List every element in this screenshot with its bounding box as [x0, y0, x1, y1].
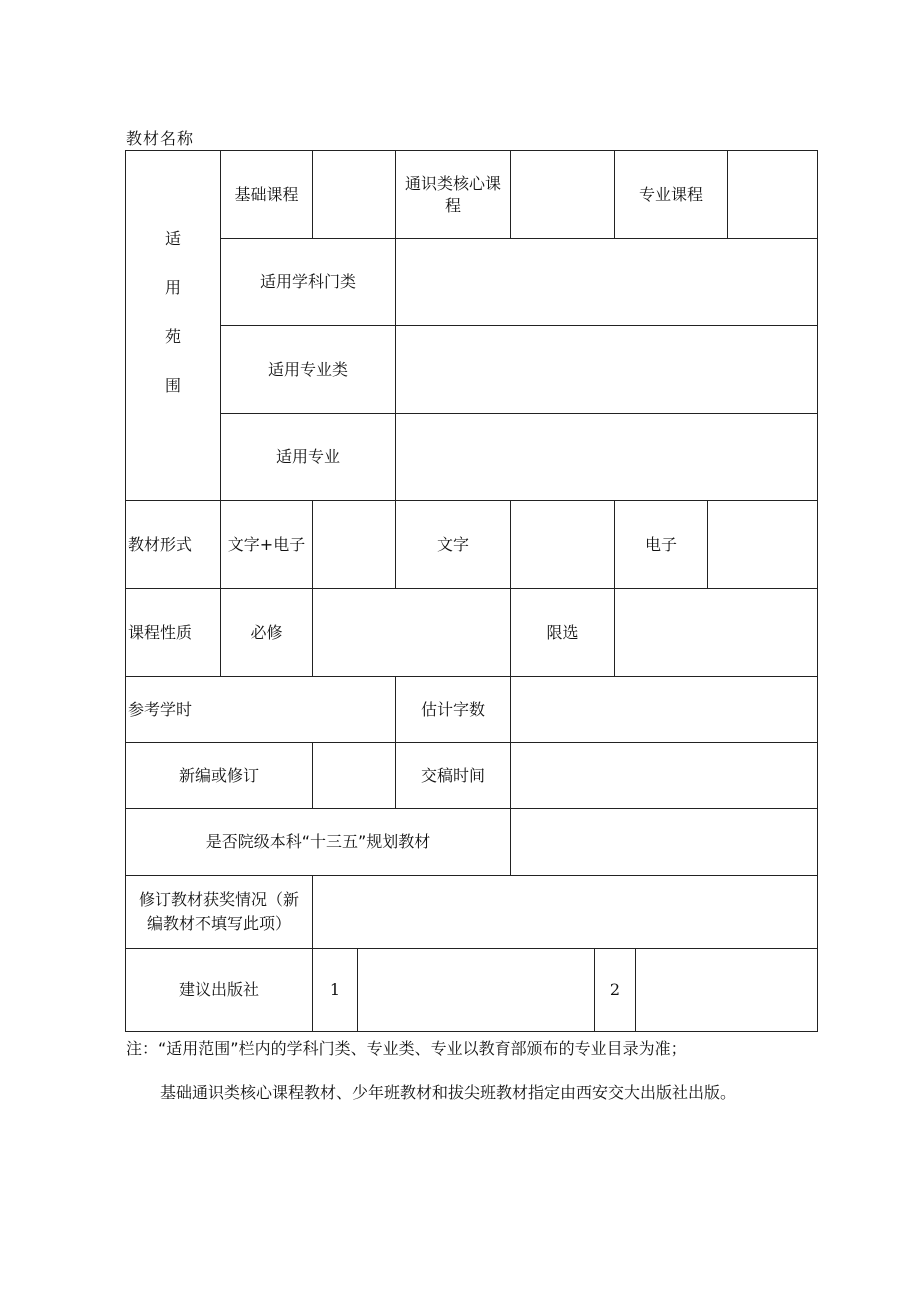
required-field[interactable]: [313, 589, 510, 676]
major-field[interactable]: [396, 414, 817, 500]
word-count-label: 估计字数: [420, 699, 485, 719]
planned-textbook-label: 是否院级本科“十三五”规划教材: [205, 832, 431, 851]
note-line-1: 注：“适用范围”栏内的学科门类、专业类、专业以教育部颁布的专业目录为准；: [126, 1039, 687, 1058]
form-text-electronic-label: 文字+电子: [227, 534, 306, 554]
scope-char-2: 用: [164, 278, 181, 297]
form-text-field[interactable]: [511, 501, 614, 588]
major-course-field[interactable]: [728, 151, 817, 238]
discipline-category-label: 适用学科门类: [259, 272, 356, 291]
edition-label: 新编或修订: [178, 765, 259, 785]
scope-char-4: 围: [164, 376, 181, 395]
form-electronic-label: 电子: [644, 534, 677, 554]
hours-field[interactable]: [221, 677, 395, 742]
major-label: 适用专业: [275, 447, 340, 466]
elective-field[interactable]: [615, 589, 817, 676]
publisher-choice-2-field[interactable]: [636, 949, 817, 1031]
publisher-label: 建议出版社: [178, 980, 259, 999]
scope-char-1: 适: [164, 229, 181, 248]
form-label: 教材形式: [128, 534, 193, 554]
planned-textbook-field[interactable]: [511, 809, 817, 875]
basic-course-field[interactable]: [313, 151, 395, 238]
form-electronic-field[interactable]: [708, 501, 817, 588]
publisher-choice-1-number: 1: [329, 980, 341, 999]
form-text-electronic-field[interactable]: [313, 501, 395, 588]
course-nature-label: 课程性质: [128, 622, 193, 642]
major-course-label: 专业课程: [638, 184, 703, 204]
discipline-category-field[interactable]: [396, 239, 817, 325]
submission-time-label: 交稿时间: [420, 765, 485, 785]
core-course-label: 通识类核心课程: [404, 173, 501, 215]
required-label: 必修: [250, 622, 283, 642]
major-category-field[interactable]: [396, 326, 817, 413]
major-category-label: 适用专业类: [267, 359, 348, 379]
edition-field[interactable]: [313, 743, 395, 808]
awards-label: 修订教材获奖情况（新编教材不填写此项）: [138, 890, 299, 933]
word-count-field[interactable]: [511, 677, 817, 742]
elective-label: 限选: [546, 622, 579, 642]
hours-label: 参考学时: [128, 699, 193, 719]
publisher-choice-2-number: 2: [609, 980, 621, 999]
submission-time-field[interactable]: [511, 743, 817, 808]
scope-label: [126, 212, 220, 412]
scope-char-3: 苑: [164, 327, 181, 346]
core-course-field[interactable]: [511, 151, 614, 238]
form-text-label: 文字: [436, 534, 469, 554]
publisher-choice-1-field[interactable]: [358, 949, 594, 1031]
awards-field[interactable]: [313, 876, 817, 948]
basic-course-label: 基础课程: [234, 184, 299, 204]
note-line-2: 基础通识类核心课程教材、少年班教材和拔尖班教材指定由西安交大出版社出版。: [160, 1083, 737, 1102]
page-title: 教材名称: [126, 129, 195, 148]
